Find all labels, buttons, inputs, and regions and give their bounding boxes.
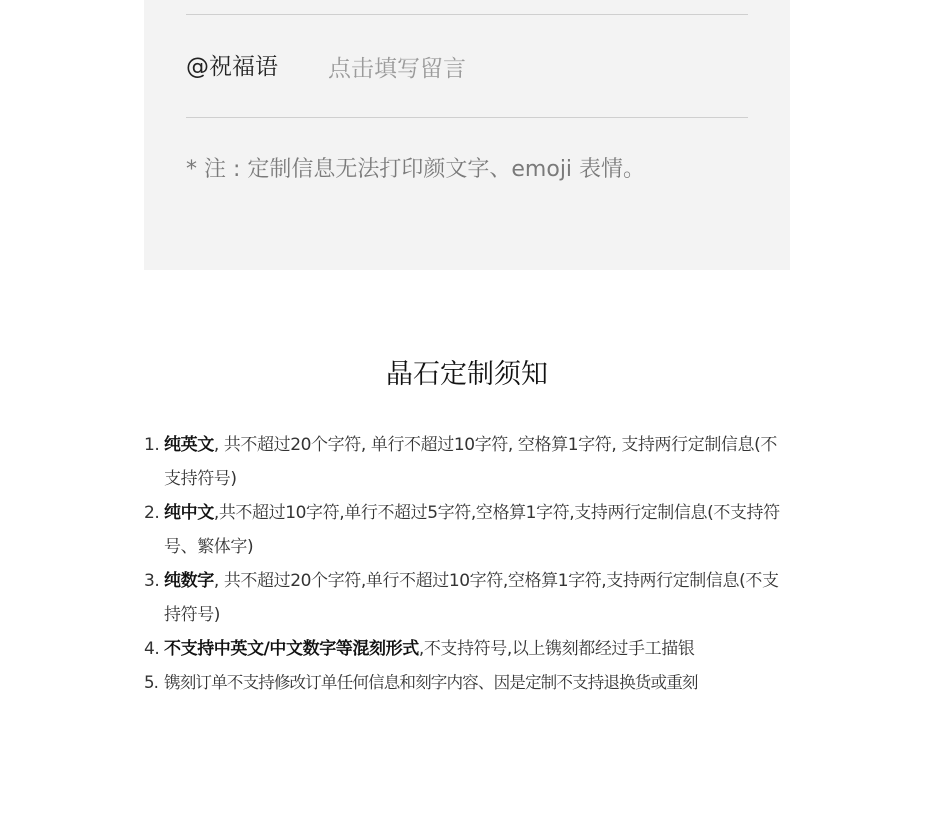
rule-emphasis: 纯中文 [164, 503, 214, 523]
rule-emphasis: 纯英文 [164, 435, 214, 455]
rule-number: 1. [144, 435, 160, 455]
list-item [144, 666, 790, 700]
rule-number: 5. [144, 673, 159, 692]
rule-number: 3. [144, 571, 160, 591]
custom-info-note: * 注 : 定制信息无法打印颜文字、emoji 表情。 [186, 157, 646, 182]
rule-emphasis: 不支持中英文/中文数字等混刻形式 [164, 639, 419, 659]
list-item [144, 632, 790, 666]
divider [186, 117, 748, 118]
notice-rules-list [144, 428, 790, 700]
notice-title: 晶石定制须知 [386, 359, 548, 390]
rule-text: 镌刻订单不支持修改订单任何信息和刻字内容、因是定制不支持退换货或重刻 [164, 673, 698, 692]
list-item [144, 428, 790, 496]
rule-text: , 共不超过20个字符,单行不超过10字符,空格算1字符,支持两行定制信息(不支持符号) [164, 571, 779, 625]
blessing-field-label: @祝福语 [186, 54, 278, 80]
custom-message-panel [144, 0, 790, 270]
blessing-message-input[interactable] [322, 50, 742, 88]
rule-text: ,不支持符号,以上镌刻都经过手工描银 [418, 639, 695, 659]
list-item [144, 496, 790, 564]
rule-text: ,共不超过10字符,单行不超过5字符,空格算1字符,支持两行定制信息(不支持符号、繁体字) [164, 503, 780, 557]
rule-number: 2. [144, 503, 160, 523]
divider [186, 14, 748, 15]
rule-emphasis: 纯数字 [164, 571, 214, 591]
list-item [144, 564, 790, 632]
rule-number: 4. [144, 639, 160, 659]
rule-text: , 共不超过20个字符, 单行不超过10字符, 空格算1字符, 支持两行定制信息(不支持符号) [164, 435, 777, 489]
